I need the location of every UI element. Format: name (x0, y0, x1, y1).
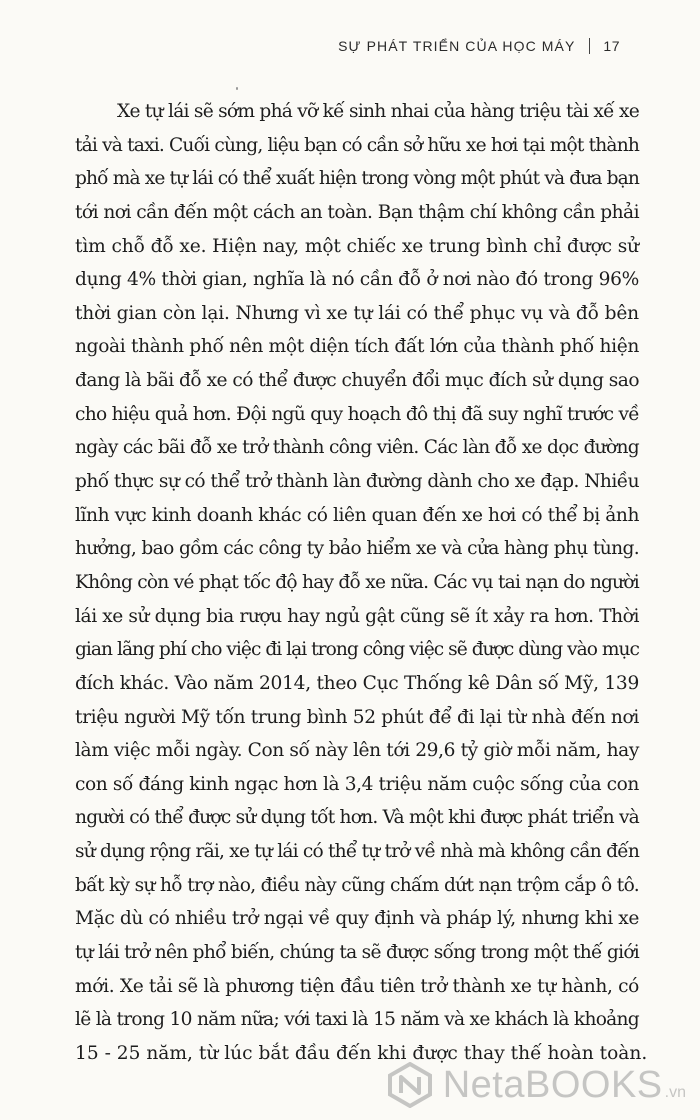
text-line: Mặc dù có nhiều trở ngại về quy định và pháp lý, nhưng khi xe (75, 908, 640, 930)
chapter-title: SỰ PHÁT TRIỂN CỦA HỌC MÁY (338, 38, 576, 54)
page-number: 17 (603, 38, 620, 54)
netabooks-logo-icon (387, 1062, 433, 1108)
text-line: lĩnh vực kinh doanh khác có liên quan đến xe hơi có thể bị ảnh (75, 504, 639, 526)
text-line: ngày các bãi đỗ xe trở thành công viên. Các làn đỗ xe dọc đường (75, 437, 639, 459)
text-line: sử dụng rộng rãi, xe tự lái có thể tự trở về nhà mà không cần đến (75, 841, 639, 863)
text-line: tìm chỗ đỗ xe. Hiện nay, một chiếc xe trung bình chỉ được sử (75, 235, 639, 257)
text-line: gian lãng phí cho việc đi lại trong công việc sẽ được dùng vào mục (75, 639, 639, 661)
text-line: làm việc mỗi ngày. Con số này lên tới 29,6 tỷ giờ mỗi năm, hay (75, 740, 639, 762)
ink-speck (236, 87, 238, 90)
text-line: tự lái trở nên phổ biến, chúng ta sẽ được sống trong một thế giới (75, 942, 639, 964)
watermark-text: NetaBOOKS (442, 1063, 663, 1106)
text-line: 15 - 25 năm, từ lúc bắt đầu đến khi được thay thế hoàn toàn. (75, 1042, 648, 1064)
text-line: bất kỳ sự hỗ trợ nào, điều này cũng chấm dứt nạn trộm cắp ô tô. (75, 874, 639, 896)
text-line: đích khác. Vào năm 2014, theo Cục Thống kê Dân số Mỹ, 139 (75, 672, 639, 694)
text-line: phố mà xe tự lái có thể xuất hiện trong vòng một phút và đưa bạn (75, 168, 639, 190)
text-line: triệu người Mỹ tốn trung bình 52 phút để đi lại từ nhà đến nơi (75, 706, 639, 728)
running-header (338, 38, 620, 54)
header-divider (589, 38, 590, 54)
watermark-domain: .vn (664, 1084, 686, 1101)
text-line: cho hiệu quả hơn. Đội ngũ quy hoạch đô thị đã suy nghĩ trước về (75, 403, 639, 425)
text-line: hưởng, bao gồm các công ty bảo hiểm xe và cửa hàng phụ tùng. (75, 538, 639, 560)
text-line: lái xe sử dụng bia rượu hay ngủ gật cũng sẽ ít xảy ra hơn. Thời (75, 605, 639, 627)
text-line: Không còn vé phạt tốc độ hay đỗ xe nữa. Các vụ tai nạn do người (75, 571, 639, 593)
text-line: tới nơi cần đến một cách an toàn. Bạn thậm chí không cần phải (75, 201, 639, 223)
text-line: con số đáng kinh ngạc hơn là 3,4 triệu năm cuộc sống của con (75, 773, 639, 795)
text-line: phố thực sự có thể trở thành làn đường dành cho xe đạp. Nhiều (75, 471, 639, 493)
text-line: mới. Xe tải sẽ là phương tiện đầu tiên trở thành xe tự hành, có (75, 975, 639, 997)
watermark (387, 1062, 686, 1108)
text-line: dụng 4% thời gian, nghĩa là nó cần đỗ ở nơi nào đó trong 96% (75, 269, 639, 291)
text-line: Xe tự lái sẽ sớm phá vỡ kế sinh nhai của hàng triệu tài xế xe (117, 101, 639, 122)
text-line: tải và taxi. Cuối cùng, liệu bạn có cần sở hữu xe hơi tại một thành (75, 134, 639, 156)
text-line: thời gian còn lại. Nhưng vì xe tự lái có thể phục vụ và đỗ bên (75, 302, 639, 324)
body-paragraph (75, 95, 648, 1071)
text-line: lẽ là trong 10 năm nữa; với taxi là 15 năm và xe khách là khoảng (75, 1009, 639, 1031)
text-line: ngoài thành phố nên một diện tích đất lớn của thành phố hiện (75, 336, 639, 358)
text-line: người có thể được sử dụng tốt hơn. Và một khi được phát triển và (75, 807, 639, 829)
text-line: đang là bãi đỗ xe có thể được chuyển đổi mục đích sử dụng sao (75, 370, 639, 392)
